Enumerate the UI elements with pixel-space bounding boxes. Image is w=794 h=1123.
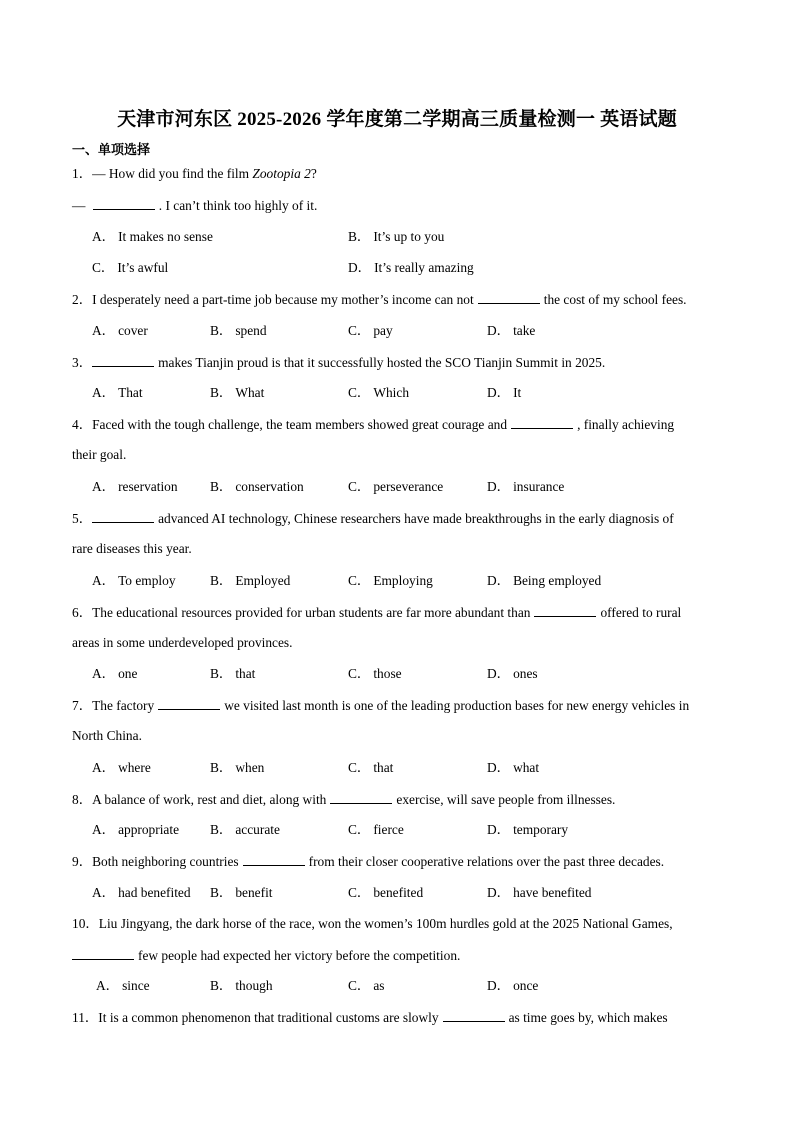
answer-blank[interactable] — [511, 416, 573, 429]
option-8a[interactable]: A． appropriate — [92, 822, 180, 837]
option-5d[interactable]: D． Being employed — [487, 573, 602, 588]
option-1d[interactable]: D． It’s really amazing — [348, 260, 474, 275]
option-1b[interactable]: B． It’s up to you — [348, 229, 445, 244]
answer-blank[interactable] — [93, 197, 155, 210]
question-6-line2: areas in some underdeveloped provinces. — [72, 635, 293, 650]
section-title: 一、单项选择 — [72, 143, 151, 158]
answer-blank[interactable] — [443, 1009, 505, 1022]
option-8d[interactable]: D． temporary — [487, 822, 569, 837]
option-3a[interactable]: A． That — [92, 385, 143, 400]
option-6d[interactable]: D． ones — [487, 666, 538, 681]
question-5: 5． advanced AI technology, Chinese researchers have made breakthroughs in the early diagnosis of — [72, 511, 674, 526]
answer-blank[interactable] — [330, 791, 392, 804]
option-5c[interactable]: C． Employing — [348, 573, 433, 588]
option-3b[interactable]: B． What — [210, 385, 265, 400]
option-9c[interactable]: C． benefited — [348, 885, 424, 900]
option-7d[interactable]: D． what — [487, 760, 540, 775]
option-2b[interactable]: B． spend — [210, 323, 267, 338]
answer-blank[interactable] — [158, 697, 220, 710]
question-8: 8．A balance of work, rest and diet, along with exercise, will save people from illnesses. — [72, 792, 616, 807]
page-title: 天津市河东区 2025-2026 学年度第二学期高三质量检测一 英语试题 — [117, 109, 677, 130]
question-4: 4．Faced with the tough challenge, the team members showed great courage and , finally achieving — [72, 417, 675, 432]
option-4a[interactable]: A． reservation — [92, 479, 178, 494]
option-10b[interactable]: B． though — [210, 978, 273, 993]
option-5a[interactable]: A． To employ — [92, 573, 176, 588]
option-10c[interactable]: C． as — [348, 978, 385, 993]
answer-blank[interactable] — [243, 853, 305, 866]
option-9a[interactable]: A． had benefited — [92, 885, 191, 900]
option-3d[interactable]: D． It — [487, 385, 522, 400]
option-9d[interactable]: D． have benefited — [487, 885, 592, 900]
question-3: 3． makes Tianjin proud is that it successfully hosted the SCO Tianjin Summit in 2025. — [72, 355, 606, 370]
option-7b[interactable]: B． when — [210, 760, 265, 775]
answer-blank[interactable] — [92, 354, 154, 367]
option-1c[interactable]: C． It’s awful — [92, 260, 169, 275]
question-1: 1．— How did you find the film Zootopia 2? — [72, 166, 317, 181]
option-4c[interactable]: C． perseverance — [348, 479, 444, 494]
option-9b[interactable]: B． benefit — [210, 885, 273, 900]
option-5b[interactable]: B． Employed — [210, 573, 291, 588]
option-7a[interactable]: A． where — [92, 760, 151, 775]
option-8b[interactable]: B． accurate — [210, 822, 280, 837]
option-4d[interactable]: D． insurance — [487, 479, 565, 494]
option-10a[interactable]: A． since — [96, 978, 150, 993]
answer-blank[interactable] — [478, 291, 540, 304]
question-6: 6．The educational resources provided for urban students are far more abundant than offered to rural — [72, 605, 682, 620]
question-2: 2．I desperately need a part-time job because my mother’s income can not the cost of my school fees. — [72, 292, 687, 307]
option-2d[interactable]: D． take — [487, 323, 536, 338]
option-8c[interactable]: C． fierce — [348, 822, 404, 837]
answer-blank[interactable] — [534, 604, 596, 617]
option-2c[interactable]: C． pay — [348, 323, 393, 338]
question-9: 9．Both neighboring countries from their closer cooperative relations over the past three decades. — [72, 854, 665, 869]
option-7c[interactable]: C． that — [348, 760, 394, 775]
question-4-line2: their goal. — [72, 447, 127, 462]
question-11: 11．It is a common phenomenon that traditional customs are slowly as time goes by, which makes — [72, 1010, 668, 1025]
option-4b[interactable]: B． conservation — [210, 479, 304, 494]
option-1a[interactable]: A． It makes no sense — [92, 229, 213, 244]
question-1-line2: — . I can’t think too highly of it. — [72, 198, 318, 213]
option-6b[interactable]: B． that — [210, 666, 256, 681]
question-10: 10．Liu Jingyang, the dark horse of the race, won the women’s 100m hurdles gold at the 2025 National Games, — [72, 916, 673, 931]
option-10d[interactable]: D． once — [487, 978, 539, 993]
answer-blank[interactable] — [92, 510, 154, 523]
question-7-line2: North China. — [72, 728, 142, 743]
question-5-line2: rare diseases this year. — [72, 541, 192, 556]
question-7: 7．The factory we visited last month is one of the leading production bases for new energy vehicles in — [72, 698, 690, 713]
question-10-line2: few people had expected her victory before the competition. — [72, 947, 460, 964]
film-title: Zootopia 2 — [252, 166, 311, 181]
option-2a[interactable]: A． cover — [92, 323, 148, 338]
option-3c[interactable]: C． Which — [348, 385, 410, 400]
answer-blank[interactable] — [72, 947, 134, 960]
option-6c[interactable]: C． those — [348, 666, 402, 681]
option-6a[interactable]: A． one — [92, 666, 138, 681]
